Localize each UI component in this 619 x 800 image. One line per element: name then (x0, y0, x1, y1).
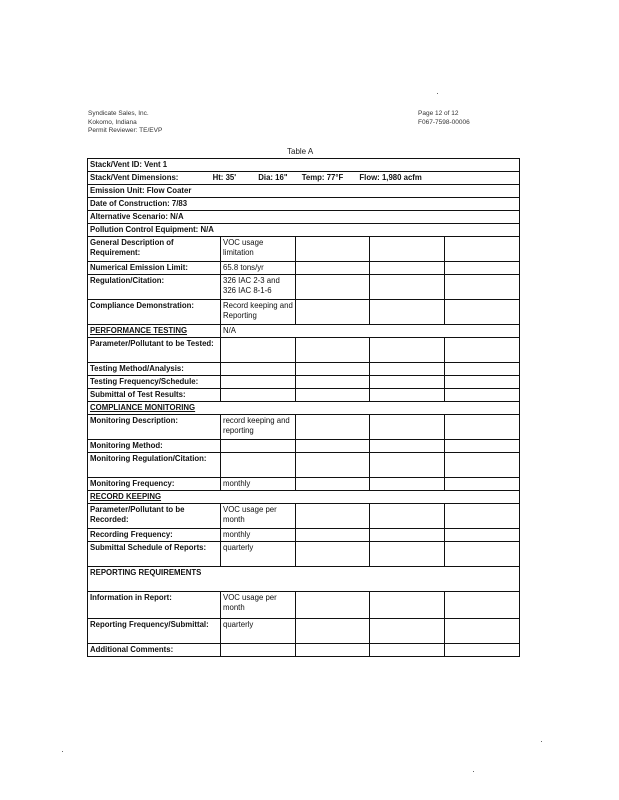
numerical-limit-label: Numerical Emission Limit: (88, 262, 221, 275)
recording-frequency-label: Recording Frequency: (88, 529, 221, 542)
empty-cell (296, 592, 370, 619)
table-row (88, 224, 520, 237)
header-left (88, 110, 162, 136)
empty-cell (221, 389, 296, 402)
empty-cell (445, 415, 520, 440)
empty-cell (445, 504, 520, 529)
empty-cell (221, 453, 296, 478)
parameter-recorded-label: Parameter/Pollutant to be Recorded: (88, 504, 221, 529)
date-of-construction: Date of Construction: 7/83 (88, 198, 520, 211)
table-row (88, 491, 520, 504)
table-row (88, 440, 520, 453)
empty-cell (445, 440, 520, 453)
empty-cell (370, 300, 445, 325)
stack-height: Ht: 35' (212, 173, 237, 182)
table-row (88, 453, 520, 478)
empty-cell (445, 592, 520, 619)
submittal-test-results-label: Submittal of Test Results: (88, 389, 221, 402)
monitoring-description-value: record keeping and reporting (221, 415, 296, 440)
empty-cell (370, 338, 445, 363)
empty-cell (296, 237, 370, 262)
empty-cell (221, 644, 296, 657)
table-row (88, 402, 520, 415)
empty-cell (296, 275, 370, 300)
empty-cell (445, 262, 520, 275)
empty-cell (445, 619, 520, 644)
empty-cell (296, 440, 370, 453)
empty-cell (445, 363, 520, 376)
empty-cell (445, 389, 520, 402)
empty-cell (221, 338, 296, 363)
table-row (88, 198, 520, 211)
empty-cell (445, 376, 520, 389)
stack-dimensions (88, 172, 520, 185)
performance-testing-value: N/A (221, 325, 520, 338)
monitoring-frequency-label: Monitoring Frequency: (88, 478, 221, 491)
empty-cell (296, 262, 370, 275)
compliance-demonstration-label: Compliance Demonstration: (88, 300, 221, 325)
table-row (88, 363, 520, 376)
empty-cell (370, 440, 445, 453)
scan-speck (541, 741, 542, 742)
empty-cell (221, 376, 296, 389)
empty-cell (370, 262, 445, 275)
compliance-demonstration-value: Record keeping and Reporting (221, 300, 296, 325)
monitoring-description-label: Monitoring Description: (88, 415, 221, 440)
empty-cell (296, 529, 370, 542)
pollution-control-equipment: Pollution Control Equipment: N/A (88, 224, 520, 237)
empty-cell (370, 453, 445, 478)
compliance-monitoring-header: COMPLIANCE MONITORING (88, 402, 520, 415)
reporting-requirements-header: REPORTING REQUIREMENTS (88, 567, 520, 592)
empty-cell (370, 363, 445, 376)
table-row (88, 619, 520, 644)
empty-cell (370, 389, 445, 402)
table-row (88, 644, 520, 657)
header-right (418, 110, 470, 127)
table-caption: Table A (287, 147, 314, 156)
permit-reviewer: Permit Reviewer: TE/EVP (88, 127, 163, 134)
table-row (88, 567, 520, 592)
table-row (88, 262, 520, 275)
empty-cell (296, 478, 370, 491)
empty-cell (296, 453, 370, 478)
table-row (88, 478, 520, 491)
empty-cell (445, 529, 520, 542)
empty-cell (445, 542, 520, 567)
submittal-schedule-label: Submittal Schedule of Reports: (88, 542, 221, 567)
alternative-scenario: Alternative Scenario: N/A (88, 211, 520, 224)
empty-cell (370, 415, 445, 440)
empty-cell (296, 363, 370, 376)
table-row (88, 529, 520, 542)
table-row (88, 338, 520, 363)
empty-cell (370, 376, 445, 389)
empty-cell (370, 478, 445, 491)
general-description-value: VOC usage limitation (221, 237, 296, 262)
performance-testing-header: PERFORMANCE TESTING (88, 325, 221, 338)
table-row (88, 237, 520, 262)
empty-cell (221, 440, 296, 453)
table-row (88, 325, 520, 338)
stack-diameter: Dia: 16" (258, 173, 288, 182)
empty-cell (296, 619, 370, 644)
reporting-frequency-value: quarterly (221, 619, 296, 644)
empty-cell (370, 644, 445, 657)
empty-cell (296, 415, 370, 440)
submittal-schedule-value: quarterly (221, 542, 296, 567)
scan-speck (62, 751, 63, 752)
empty-cell (370, 237, 445, 262)
stack-flow: Flow: 1,980 acfm (359, 173, 422, 182)
table-row (88, 159, 520, 172)
empty-cell (296, 300, 370, 325)
stack-vent-id: Stack/Vent ID: Vent 1 (88, 159, 520, 172)
empty-cell (370, 619, 445, 644)
table-row (88, 504, 520, 529)
recording-frequency-value: monthly (221, 529, 296, 542)
empty-cell (370, 592, 445, 619)
empty-cell (370, 542, 445, 567)
empty-cell (445, 275, 520, 300)
empty-cell (296, 338, 370, 363)
empty-cell (221, 363, 296, 376)
table-row (88, 172, 520, 185)
table-row (88, 389, 520, 402)
stack-vent-table (87, 158, 520, 657)
monitoring-frequency-value: monthly (221, 478, 296, 491)
empty-cell (296, 376, 370, 389)
stack-dims-label: Stack/Vent Dimensions: (90, 173, 179, 182)
additional-comments-label: Additional Comments: (88, 644, 221, 657)
permit-number: F067-7598-00006 (418, 118, 470, 126)
empty-cell (370, 275, 445, 300)
scan-speck (437, 93, 438, 94)
table-row (88, 211, 520, 224)
parameter-tested-label: Parameter/Pollutant to be Tested: (88, 338, 221, 363)
table-row (88, 592, 520, 619)
empty-cell (296, 542, 370, 567)
record-keeping-header: RECORD KEEPING (88, 491, 520, 504)
numerical-limit-value: 65.8 tons/yr (221, 262, 296, 275)
information-in-report-value: VOC usage per month (221, 592, 296, 619)
empty-cell (370, 529, 445, 542)
testing-frequency-label: Testing Frequency/Schedule: (88, 376, 221, 389)
table-row (88, 300, 520, 325)
table-row (88, 542, 520, 567)
table-row (88, 415, 520, 440)
empty-cell (445, 300, 520, 325)
scan-speck (473, 771, 474, 772)
information-in-report-label: Information in Report: (88, 592, 221, 619)
reporting-frequency-label: Reporting Frequency/Submittal: (88, 619, 221, 644)
company-location: Kokomo, Indiana (88, 118, 137, 126)
empty-cell (445, 237, 520, 262)
empty-cell (370, 504, 445, 529)
company-name: Syndicate Sales, Inc. (88, 110, 149, 117)
parameter-recorded-value: VOC usage per month (221, 504, 296, 529)
monitoring-regulation-label: Monitoring Regulation/Citation: (88, 453, 221, 478)
emission-unit: Emission Unit: Flow Coater (88, 185, 520, 198)
page-number: Page 12 of 12 (418, 110, 459, 117)
stack-temperature: Temp: 77°F (301, 173, 344, 182)
empty-cell (296, 504, 370, 529)
regulation-label: Regulation/Citation: (88, 275, 221, 300)
testing-method-label: Testing Method/Analysis: (88, 363, 221, 376)
monitoring-method-label: Monitoring Method: (88, 440, 221, 453)
general-description-label: General Description of Requirement: (88, 237, 221, 262)
empty-cell (445, 644, 520, 657)
empty-cell (296, 644, 370, 657)
empty-cell (296, 389, 370, 402)
empty-cell (445, 338, 520, 363)
regulation-value: 326 IAC 2-3 and 326 IAC 8-1-6 (221, 275, 296, 300)
table-row (88, 185, 520, 198)
table-row (88, 376, 520, 389)
empty-cell (445, 453, 520, 478)
table-row (88, 275, 520, 300)
empty-cell (445, 478, 520, 491)
